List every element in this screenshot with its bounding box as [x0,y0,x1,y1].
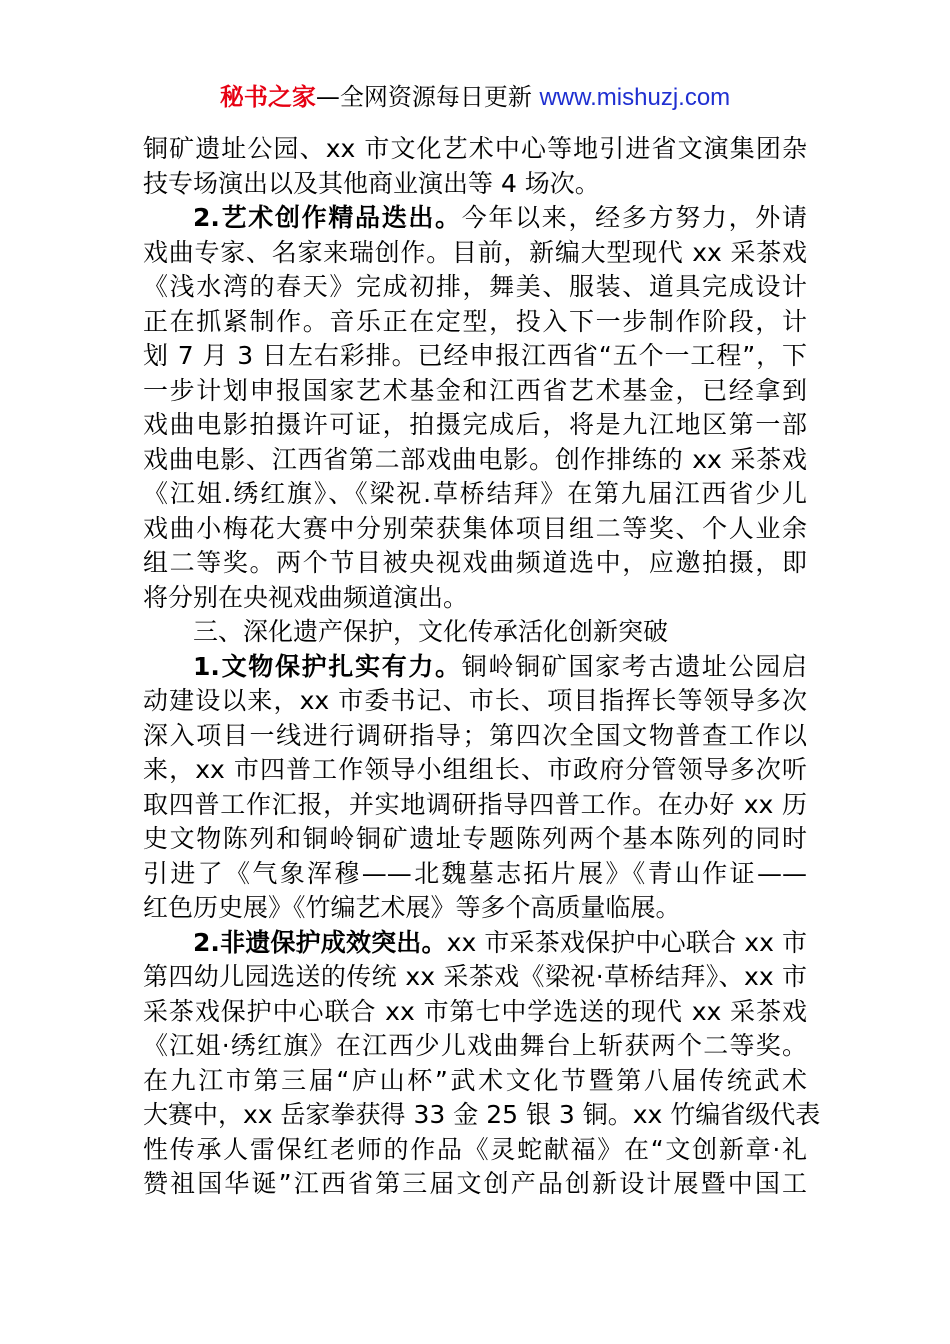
text-line: 史文物陈列和铜岭铜矿遗址专题陈列两个基本陈列的同时 [143,824,807,853]
text-line: 性传承人雷保红老师的作品《灵蛇献福》在“文创新章·礼 [143,1134,807,1164]
subsection-heading: 2.艺术创作精品迭出。 [193,203,462,232]
text-line: 《江姐·绣红旗》在江西少儿戏曲舞台上斩获两个二等奖。 [143,1031,807,1060]
text-line: 引进了《气象浑穆——北魏墓志拓片展》《青山作证—— [143,858,807,888]
text-line: 一步计划申报国家艺术基金和江西省艺术基金，已经拿到 [143,375,807,405]
site-url-link[interactable]: www.mishuzj.com [539,84,731,111]
text-line: 戏曲电影拍摄许可证，拍摄完成后，将是九江地区第一部 [143,410,807,439]
text-line: 采茶戏保护中心联合 xx 市第七中学选送的现代 xx 采茶戏 [143,996,808,1026]
text-line: 第四幼儿园选送的传统 xx 采茶戏《梁祝·草桥结拜》、xx 市 [143,962,807,991]
text-line: 划 7 月 3 日左右彩排。已经申报江西省“五个一工程”，下 [143,341,807,370]
text-line: 来，xx 市四普工作领导小组组长、市政府分管领导多次听 [143,755,807,784]
text-line: 取四普工作汇报，并实地调研指导四普工作。在办好 xx 历 [143,789,807,819]
text-line: 赞祖国华诞”江西省第三届文创产品创新设计展暨中国工 [143,1169,807,1198]
header-tagline: —全网资源每日更新 [315,83,540,111]
section-heading: 三、深化遗产保护，文化传承活化创新突破 [193,617,669,646]
section-paragraph-line [143,650,807,685]
document-body [143,132,821,1202]
text-line: 戏曲小梅花大赛中分别荣获集体项目组二等奖、个人业余 [143,513,807,543]
text-line: 正在抓紧制作。音乐正在定型，投入下一步制作阶段，计 [143,306,807,336]
text-run: 今年以来，经多方努力，外请 [461,203,807,232]
text-line: 铜矿遗址公园、xx 市文化艺术中心等地引进省文演集团杂 [143,134,807,163]
text-line: 《江姐.绣红旗》、《梁祝.草桥结拜》在第九届江西省少儿 [143,479,807,508]
text-line: 技专场演出以及其他商业演出等 4 场次。 [143,168,600,198]
section-paragraph-line [143,201,807,236]
text-line: 红色历史展》《竹编艺术展》等多个高质量临展。 [143,893,681,922]
brand-name: 秘书之家 [219,83,316,111]
text-line: 深入项目一线进行调研指导；第四次全国文物普查工作以 [143,720,807,750]
text-line: 戏曲专家、名家来瑞创作。目前，新编大型现代 xx 采茶戏 [143,237,807,267]
text-line: 组二等奖。两个节目被央视戏曲频道选中，应邀拍摄，即 [143,548,807,577]
text-run: 铜岭铜矿国家考古遗址公园启 [461,651,807,681]
text-line: 《浅水湾的春天》完成初排，舞美、服装、道具完成设计 [143,272,807,301]
text-line: 戏曲电影、江西省第二部戏曲电影。创作排练的 xx 采茶戏 [143,444,807,474]
subsection-heading: 2.非遗保护成效突出。 [193,927,447,957]
subsection-heading: 1.文物保护扎实有力。 [193,651,462,681]
text-line: 动建设以来，xx 市委书记、市长、项目指挥长等领导多次 [143,686,807,715]
section-paragraph-line [143,926,807,961]
text-line: 大赛中，xx 岳家拳获得 33 金 25 银 3 铜。xx 竹编省级代表 [143,1100,821,1129]
text-line: 在九江市第三届“庐山杯”武术文化节暨第八届传统武术 [143,1065,807,1095]
text-line: 将分别在央视戏曲频道演出。 [143,582,469,612]
site-header [0,80,950,115]
text-run: xx 市采茶戏保护中心联合 xx 市 [446,927,807,957]
